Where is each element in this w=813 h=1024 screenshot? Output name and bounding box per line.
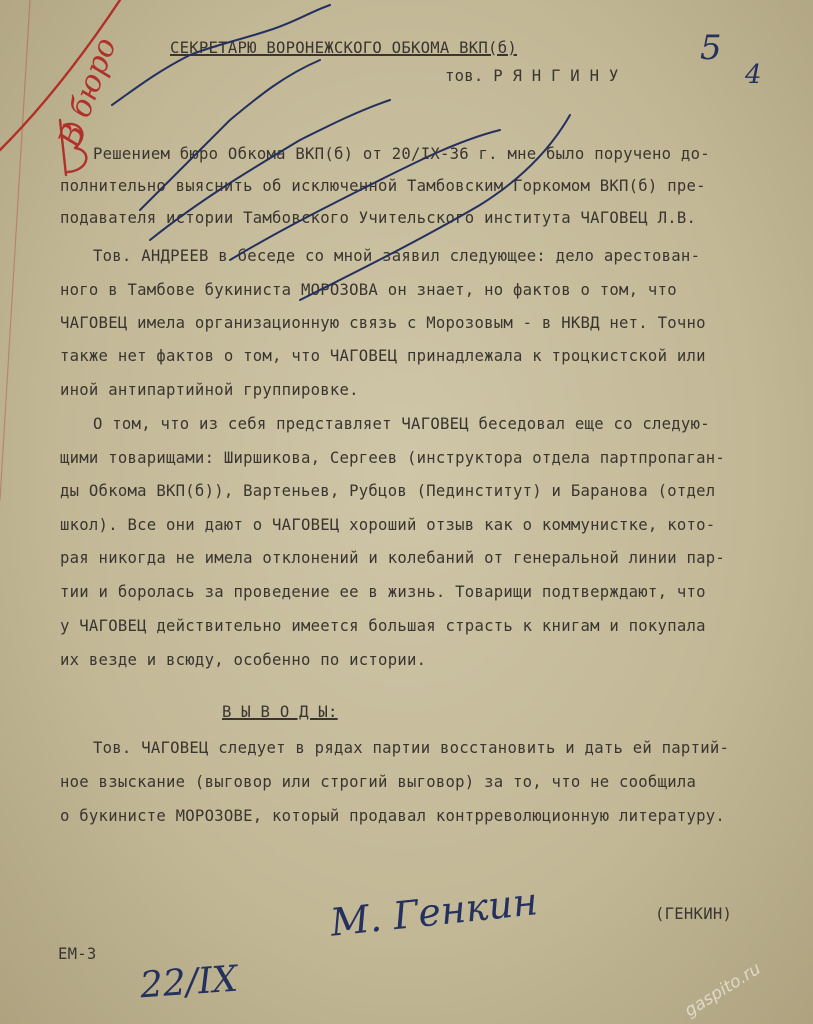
paragraph-3-line: рая никогда не имела отклонений и колебаний от генеральной линии пар-: [60, 549, 726, 567]
paragraph-3-line: школ). Все они дают о ЧАГОВЕЦ хороший отзыв как о коммунистке, кото-: [60, 516, 716, 534]
page-number: 5: [700, 28, 722, 68]
paragraph-2-line: также нет фактов о том, что ЧАГОВЕЦ принадлежала к троцкистской или: [60, 347, 706, 365]
paragraph-1-line: подавателя истории Тамбовского Учительского института ЧАГОВЕЦ Л.В.: [60, 209, 697, 227]
paragraph-3-line: их везде и всюду, особенно по истории.: [60, 651, 427, 669]
paragraph-2-line: Тов. АНДРЕЕВ в беседе со мной заявил следующее: дело арестован-: [93, 247, 701, 265]
paragraph-3-line: тии и боролась за проведение ее в жизнь. Товарищи подтверждают, что: [60, 583, 706, 601]
paragraph-3-line: ды Обкома ВКП(б)), Вартеньев, Рубцов (Пединститут) и Баранова (отдел: [60, 482, 716, 500]
addressee-line-2: тов. Р Я Н Г И Н У: [445, 67, 619, 85]
conclusion-line: Тов. ЧАГОВЕЦ следует в рядах партии восстановить и дать ей партий-: [93, 739, 730, 757]
paragraph-3-line: у ЧАГОВЕЦ действительно имеется большая страсть к книгам и покупала: [60, 617, 706, 635]
conclusion-line: о букинисте МОРОЗОВЕ, который продавал контрреволюционную литературу.: [60, 807, 726, 825]
paragraph-3-line: О том, что из себя представляет ЧАГОВЕЦ беседовал еще со следую-: [93, 415, 710, 433]
paragraph-1-line: полнительно выяснить об исключенной Тамбовским Горкомом ВКП(б) пре-: [60, 177, 706, 195]
corner-mark: 4: [745, 60, 762, 90]
paragraph-3-line: щими товарищами: Ширшикова, Сергеев (инструктора отдела партпропаган-: [60, 449, 726, 467]
handwritten-date: 22/IX: [138, 958, 240, 1007]
paragraph-1-line: Решением бюро Обкома ВКП(б) от 20/IX-36 г. мне было поручено до-: [93, 145, 710, 163]
addressee-line-1: СЕКРЕТАРЮ ВОРОНЕЖСКОГО ОБКОМА ВКП(б): [170, 39, 517, 57]
conclusion-line: ное взыскание (выговор или строгий выговор) за то, что не сообщила: [60, 773, 697, 791]
watermark: gaspito.ru: [681, 958, 765, 1022]
paragraph-2-line: ного в Тамбове букиниста МОРОЗОВА он знает, но фактов о том, что: [60, 281, 677, 299]
margin-note: В бюро: [52, 33, 124, 152]
paragraph-2-line: ЧАГОВЕЦ имела организационную связь с Морозовым - в НКВД нет. Точно: [60, 314, 706, 332]
handwritten-signature: М. Генкин: [328, 879, 540, 945]
typed-signatory-name: (ГЕНКИН): [655, 905, 733, 923]
conclusions-heading: В Ы В О Д Ы:: [222, 703, 338, 721]
paragraph-2-line: иной антипартийной группировке.: [60, 381, 359, 399]
typist-code: ЕМ-3: [58, 945, 97, 963]
